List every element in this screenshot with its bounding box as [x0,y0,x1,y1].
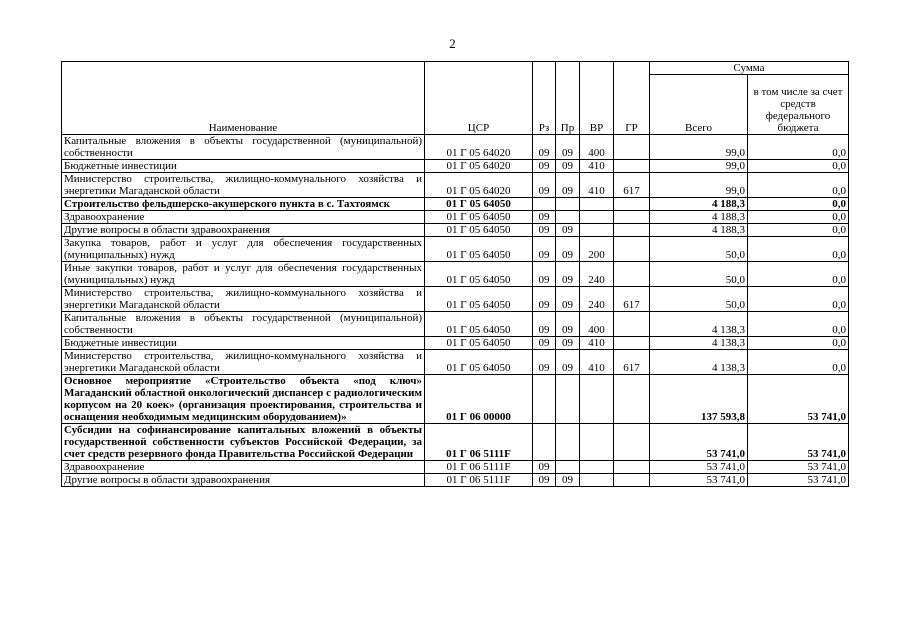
budget-table [61,61,849,487]
header-summa: Сумма [650,62,849,75]
row-pr: 09 [556,287,580,312]
row-name: Здравоохранение [62,211,425,224]
row-pr: 09 [556,350,580,375]
row-rz: 09 [533,474,556,487]
row-name: Другие вопросы в области здравоохранения [62,224,425,237]
row-gr: 617 [614,287,650,312]
row-pr: 09 [556,337,580,350]
row-vsego: 53 741,0 [650,474,748,487]
table-row [62,461,849,474]
page-number: 2 [449,36,456,51]
row-rz: 09 [533,262,556,287]
row-federal: 0,0 [748,287,849,312]
row-pr: 09 [556,237,580,262]
row-gr [614,237,650,262]
table-row [62,312,849,337]
row-vsego: 99,0 [650,173,748,198]
row-name: Строительство фельдшерско-акушерского пункта в с. Тахтоямск [62,198,425,211]
row-csr: 01 Г 05 64050 [425,224,533,237]
row-gr [614,312,650,337]
row-rz: 09 [533,160,556,173]
row-pr: 09 [556,135,580,160]
row-rz: 09 [533,224,556,237]
row-rz [533,375,556,424]
row-vr: 410 [580,337,614,350]
row-gr: 617 [614,350,650,375]
row-vr [580,474,614,487]
table-row [62,287,849,312]
row-pr [556,198,580,211]
row-federal: 53 741,0 [748,461,849,474]
row-pr [556,375,580,424]
row-federal: 0,0 [748,350,849,375]
row-vr: 200 [580,237,614,262]
row-vr: 400 [580,312,614,337]
row-name: Капитальные вложения в объекты государственной (муниципальной) собственности [62,312,425,337]
row-csr: 01 Г 05 64050 [425,350,533,375]
row-vr: 410 [580,173,614,198]
table-row [62,474,849,487]
row-pr: 09 [556,312,580,337]
row-federal: 53 741,0 [748,424,849,461]
table-row [62,198,849,211]
table-row [62,337,849,350]
row-vsego: 4 138,3 [650,350,748,375]
header-pr: Пр [556,62,580,135]
row-pr: 09 [556,474,580,487]
row-federal: 0,0 [748,224,849,237]
row-gr [614,461,650,474]
header-vr: ВР [580,62,614,135]
row-csr: 01 Г 05 64050 [425,237,533,262]
row-vr: 240 [580,262,614,287]
row-vsego: 137 593,8 [650,375,748,424]
row-name: Министерство строительства, жилищно-коммунального хозяйства и энергетики Магаданской области [62,350,425,375]
row-gr [614,474,650,487]
table-row [62,237,849,262]
row-csr: 01 Г 05 64020 [425,160,533,173]
row-name: Другие вопросы в области здравоохранения [62,474,425,487]
row-rz: 09 [533,461,556,474]
row-csr: 01 Г 05 64050 [425,198,533,211]
row-name: Бюджетные инвестиции [62,160,425,173]
row-gr [614,337,650,350]
row-vr [580,224,614,237]
row-csr: 01 Г 05 64050 [425,312,533,337]
row-pr [556,211,580,224]
row-pr: 09 [556,224,580,237]
row-rz: 09 [533,237,556,262]
row-rz: 09 [533,173,556,198]
row-gr [614,198,650,211]
row-vr [580,375,614,424]
row-rz [533,198,556,211]
row-csr: 01 Г 05 64050 [425,211,533,224]
row-federal: 0,0 [748,337,849,350]
row-name: Основное мероприятие «Строительство объекта «под ключ» Магаданский областной онкологический диспансер с радиологическим корпусом на 20 коек» (организация проектирования, строительства и оснащения необходимым медицинским оборудованием)» [62,375,425,424]
row-federal: 0,0 [748,160,849,173]
row-gr: 617 [614,173,650,198]
row-csr: 01 Г 06 00000 [425,375,533,424]
row-vsego: 4 188,3 [650,198,748,211]
row-rz: 09 [533,135,556,160]
row-rz: 09 [533,287,556,312]
row-vsego: 99,0 [650,160,748,173]
row-name: Здравоохранение [62,461,425,474]
row-federal: 0,0 [748,135,849,160]
row-vr [580,461,614,474]
row-rz: 09 [533,337,556,350]
row-vr: 400 [580,135,614,160]
row-csr: 01 Г 05 64050 [425,337,533,350]
table-row [62,262,849,287]
row-gr [614,135,650,160]
row-vsego: 50,0 [650,287,748,312]
row-gr [614,375,650,424]
row-csr: 01 Г 05 64050 [425,262,533,287]
row-csr: 01 Г 06 5111F [425,461,533,474]
row-gr [614,211,650,224]
row-csr: 01 Г 06 5111F [425,474,533,487]
row-name: Бюджетные инвестиции [62,337,425,350]
row-rz: 09 [533,211,556,224]
row-federal: 0,0 [748,211,849,224]
row-vr [580,198,614,211]
row-vsego: 53 741,0 [650,461,748,474]
header-vsego: Всего [650,75,748,135]
row-vsego: 4 188,3 [650,211,748,224]
row-vsego: 4 138,3 [650,337,748,350]
row-pr [556,461,580,474]
row-name: Иные закупки товаров, работ и услуг для обеспечения государственных (муниципальных) нужд [62,262,425,287]
row-csr: 01 Г 06 5111F [425,424,533,461]
row-gr [614,160,650,173]
row-name: Капитальные вложения в объекты государственной (муниципальной) собственности [62,135,425,160]
row-federal: 53 741,0 [748,474,849,487]
row-federal: 0,0 [748,237,849,262]
row-federal: 0,0 [748,198,849,211]
table-row [62,424,849,461]
table-row [62,135,849,160]
table-row [62,211,849,224]
row-csr: 01 Г 05 64020 [425,135,533,160]
row-vsego: 53 741,0 [650,424,748,461]
row-federal: 0,0 [748,173,849,198]
row-vr: 240 [580,287,614,312]
row-pr: 09 [556,173,580,198]
header-federal: в том числе за счет средств федерального бюджета [748,75,849,135]
row-pr: 09 [556,262,580,287]
row-vsego: 50,0 [650,262,748,287]
row-gr [614,224,650,237]
row-rz [533,424,556,461]
row-vsego: 4 188,3 [650,224,748,237]
row-pr: 09 [556,160,580,173]
row-gr [614,262,650,287]
table-row [62,160,849,173]
row-vr: 410 [580,160,614,173]
row-rz: 09 [533,312,556,337]
row-vr: 410 [580,350,614,375]
row-vsego: 4 138,3 [650,312,748,337]
row-name: Субсидии на софинансирование капитальных вложений в объекты государственной собственности субъектов Российской Федерации, за счет средств резервного фонда Правительства Российской Федерации [62,424,425,461]
row-name: Закупка товаров, работ и услуг для обеспечения государственных (муниципальных) нужд [62,237,425,262]
row-vsego: 50,0 [650,237,748,262]
header-gr: ГР [614,62,650,135]
header-rz: Рз [533,62,556,135]
header-csr: ЦСР [425,62,533,135]
header-name: Наименование [62,62,425,135]
table-row [62,224,849,237]
table-row [62,375,849,424]
row-name: Министерство строительства, жилищно-коммунального хозяйства и энергетики Магаданской области [62,173,425,198]
row-federal: 53 741,0 [748,375,849,424]
row-gr [614,424,650,461]
row-pr [556,424,580,461]
row-vr [580,424,614,461]
row-csr: 01 Г 05 64050 [425,287,533,312]
table-row [62,350,849,375]
row-csr: 01 Г 05 64020 [425,173,533,198]
table-row [62,173,849,198]
row-rz: 09 [533,350,556,375]
row-vr [580,211,614,224]
row-federal: 0,0 [748,312,849,337]
row-vsego: 99,0 [650,135,748,160]
row-federal: 0,0 [748,262,849,287]
row-name: Министерство строительства, жилищно-коммунального хозяйства и энергетики Магаданской области [62,287,425,312]
